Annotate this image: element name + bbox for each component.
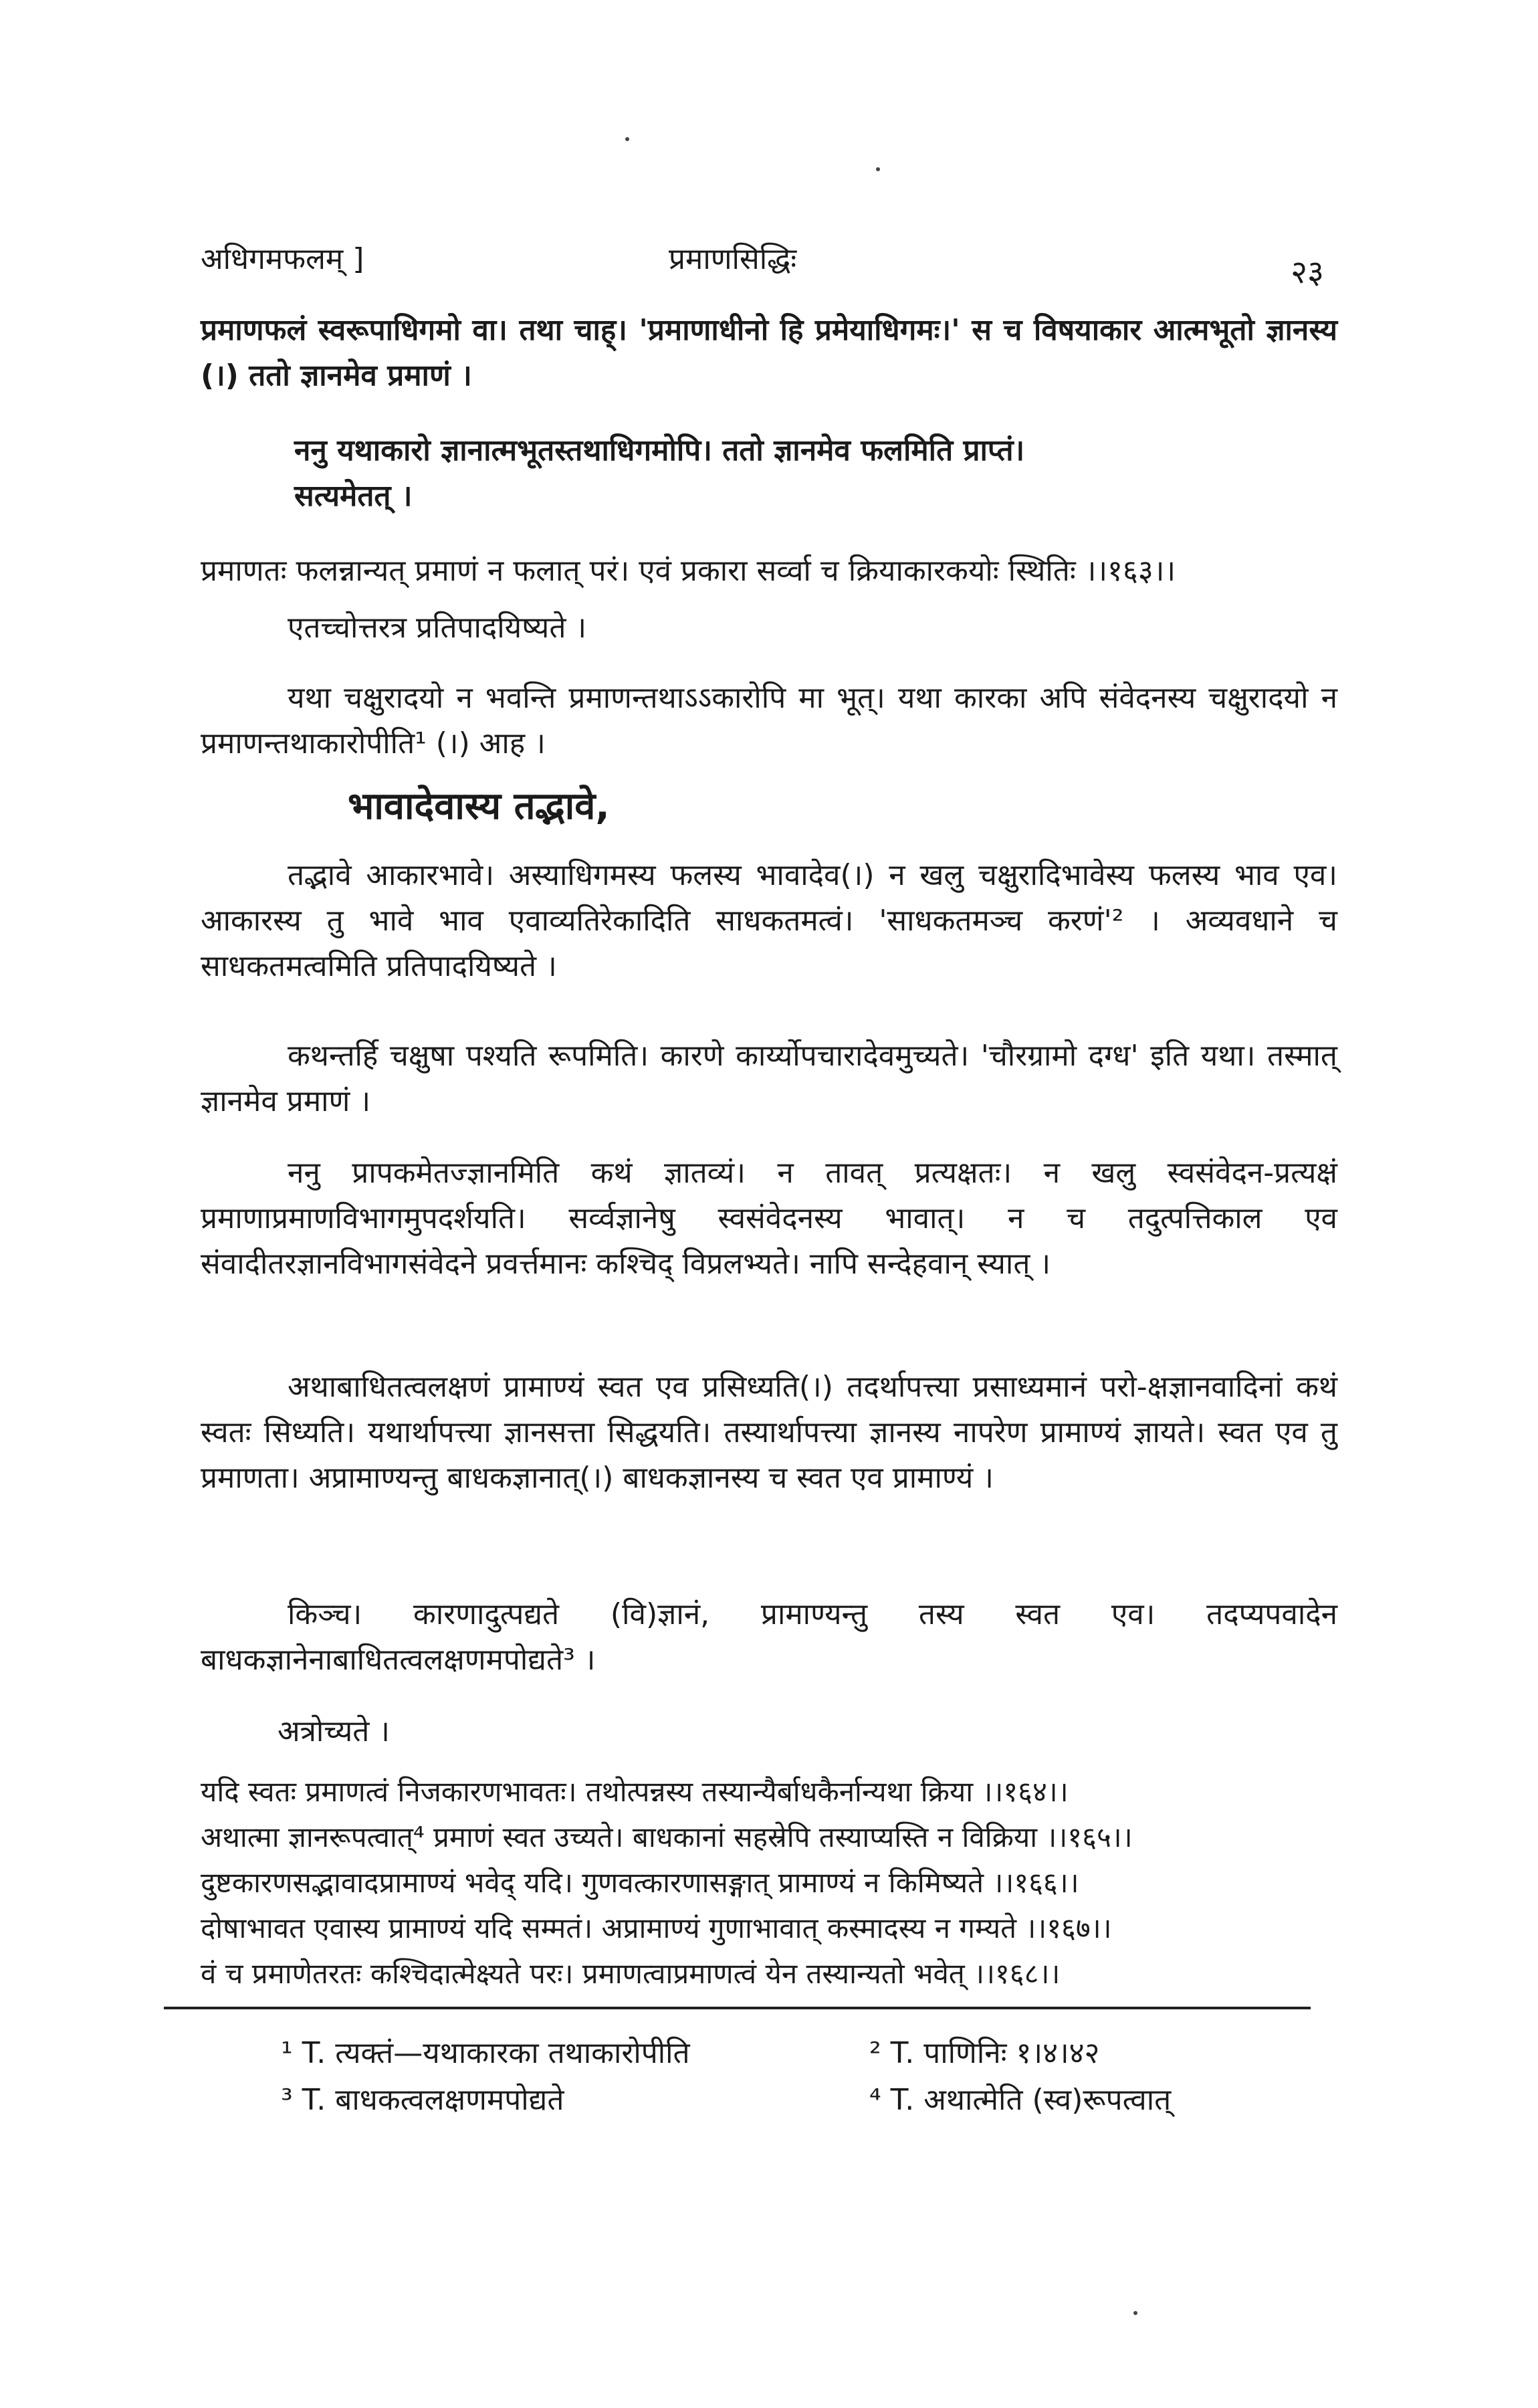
page-number: २३ xyxy=(1291,254,1324,291)
text-paragraph: प्रमाणफलं स्वरूपाधिगमो वा। तथा चाह्। 'प्रमाणाधीनो हि प्रमेयाधिगमः।' स च विषयाकार आत्मभूतो ज्ञानस्य (।) ततो ज्ञानमेव प्रमाणं । xyxy=(201,313,1337,393)
footnote-row xyxy=(281,2030,1324,2077)
verse-line: वं च प्रमाणेतरतः कश्चिदात्मेक्ष्यते परः। प्रमाणत्वाप्रमाणत्वं येन तस्यान्यतो भवेत् ।।१६८।। xyxy=(201,1957,1061,1990)
text-paragraph: अथाबाधितत्वलक्षणं प्रामाण्यं स्वत एव प्रसिध्यति(।) तदर्थापत्त्या प्रसाध्यमानं परो-क्षज्ञानवादिनां कथं स्वतः सिध्यति। यथार्थापत्त्या ज्ञानसत्ता सिद्धयति। तस्यार्थापत्त्या ज्ञानस्य नापरेण प्रामाण्यं ज्ञायते। स्वत एव तु प्रमाणता। अप्रामाण्यन्तु बाधकज्ञानात्(।) बाधकज्ञानस्य च स्वत एव प्रामाण्यं । xyxy=(201,1370,1337,1495)
footnote-4: ⁴ T. अथात्मेति (स्व)रूपत्वात् xyxy=(869,2083,1172,2117)
speck xyxy=(625,137,629,141)
footnote-1: ¹ T. त्यक्तं—यथाकारका तथाकारोपीति xyxy=(281,2036,690,2070)
footnotes xyxy=(281,2030,1324,2124)
body-paragraph-2 xyxy=(201,1033,1337,1124)
yatha-paragraph xyxy=(201,676,1337,767)
footnote-2: ² T. पाणिनिः १।४।४२ xyxy=(869,2036,1100,2070)
text-paragraph: अत्रोच्यते । xyxy=(278,1714,390,1748)
body-paragraph-4 xyxy=(201,1365,1337,1501)
speck xyxy=(1133,2311,1137,2315)
text-paragraph: कथन्तर्हि चक्षुषा पश्यति रूपमिति। कारणे कार्य्योपचारादेवमुच्यते। 'चौरग्रामो दग्ध' इति यथा। तस्मात् ज्ञानमेव प्रमाणं । xyxy=(201,1039,1337,1118)
text-paragraph: किञ्च। कारणादुत्पद्यते (वि)ज्ञानं, प्रामाण्यन्तु तस्य स्वत एव। तदप्यपवादेन बाधकज्ञानेनाबाधितत्वलक्षणमपोद्यते³ । xyxy=(201,1597,1337,1677)
body-paragraph-5 xyxy=(201,1592,1337,1683)
atrocyate-line xyxy=(278,1709,1337,1754)
text-paragraph: यथा चक्षुरादयो न भवन्ति प्रमाणन्तथाऽऽकारोपि मा भूत्। यथा कारका अपि संवेदनस्य चक्षुरादयो न प्रमाणन्तथाकारोपीति¹ (।) आह । xyxy=(201,681,1337,761)
verse-line: प्रमाणतः फलन्नान्यत् प्रमाणं न फलात् परं। एवं प्रकारा सर्व्वा च क्रियाकारकयोः स्थितिः ।।१६३।। xyxy=(201,554,1176,588)
verse-line: अथात्मा ज्ञानरूपत्वात्⁴ प्रमाणं स्वत उच्यते। बाधकानां सहस्रेपि तस्याप्यस्ति न विक्रिया ।।१६५।। xyxy=(201,1821,1133,1853)
text-paragraph: सत्यमेतत् । xyxy=(294,479,413,513)
verses-164-168 xyxy=(201,1769,1337,1997)
body-paragraph-1 xyxy=(201,853,1337,989)
section-heading: भावादेवास्य तद्भावे, xyxy=(348,785,610,828)
running-header xyxy=(201,237,1324,291)
verse-line: दुष्टकारणसद्भावादप्रामाण्यं भवेद् यदि। गुणवत्कारणासङ्गात् प्रामाण्यं न किमिष्यते ।।१६६।। xyxy=(201,1866,1079,1899)
text-paragraph: ननु प्रापकमेतज्ज्ञानमिति कथं ज्ञातव्यं। न तावत् प्रत्यक्षतः। न खलु स्वसंवेदन-प्रत्यक्षं प्रमाणाप्रमाणविभागमुपदर्शयति। सर्व्वज्ञानेषु स्वसंवेदनस्य भावात्। न च तदुत्पत्तिकाल एव संवादीतरज्ञानविभागसंवेदने प्रवर्त्तमानः कश्चिद् विप्रलभ्यते। नापि सन्देहवान् स्यात् । xyxy=(201,1156,1337,1281)
verse-line: दोषाभावत एवास्य प्रामाण्यं यदि सम्मतं। अप्रामाण्यं गुणाभावात् कस्मादस्य न गम्यते ।।१६७।। xyxy=(201,1912,1112,1944)
footnote-3: ³ T. बाधकत्वलक्षणमपोद्यते xyxy=(281,2083,564,2117)
footnote-divider xyxy=(164,2007,1311,2009)
intro-paragraph xyxy=(201,308,1337,399)
speck xyxy=(876,167,880,171)
text-paragraph: तद्भावे आकारभावे। अस्याधिगमस्य फलस्य भावादेव(।) न खलु चक्षुरादिभावेस्य फलस्य भाव एव। आकारस्य तु भावे भाव एवाव्यतिरेकादिति साधकतमत्वं। 'साधकतमञ्च करणं'² । अव्यवधाने च साधकतमत्वमिति प्रतिपादयिष्यते । xyxy=(201,858,1337,983)
text-paragraph: ननु यथाकारो ज्ञानात्मभूतस्तथाधिगमोपि। ततो ज्ञानमेव फलमिति प्राप्तं। xyxy=(294,433,1025,468)
verse-line: यदि स्वतः प्रमाणत्वं निजकारणभावतः। तथोत्पन्नस्य तस्यान्यैर्बाधकैर्नान्यथा क्रिया ।।१६४।। xyxy=(201,1775,1069,1808)
header-section-title: अधिगमफलम् ] xyxy=(201,242,364,276)
nanu-block xyxy=(294,428,1337,519)
header-book-title: प्रमाणसिद्धिः xyxy=(669,242,797,276)
text-paragraph: एतच्चोत्तरत्र प्रतिपादयिष्यते । xyxy=(288,611,587,645)
body-paragraph-3 xyxy=(201,1150,1337,1287)
verse-163 xyxy=(201,548,1337,594)
footnote-row xyxy=(281,2077,1324,2124)
etac-line xyxy=(288,605,1337,651)
